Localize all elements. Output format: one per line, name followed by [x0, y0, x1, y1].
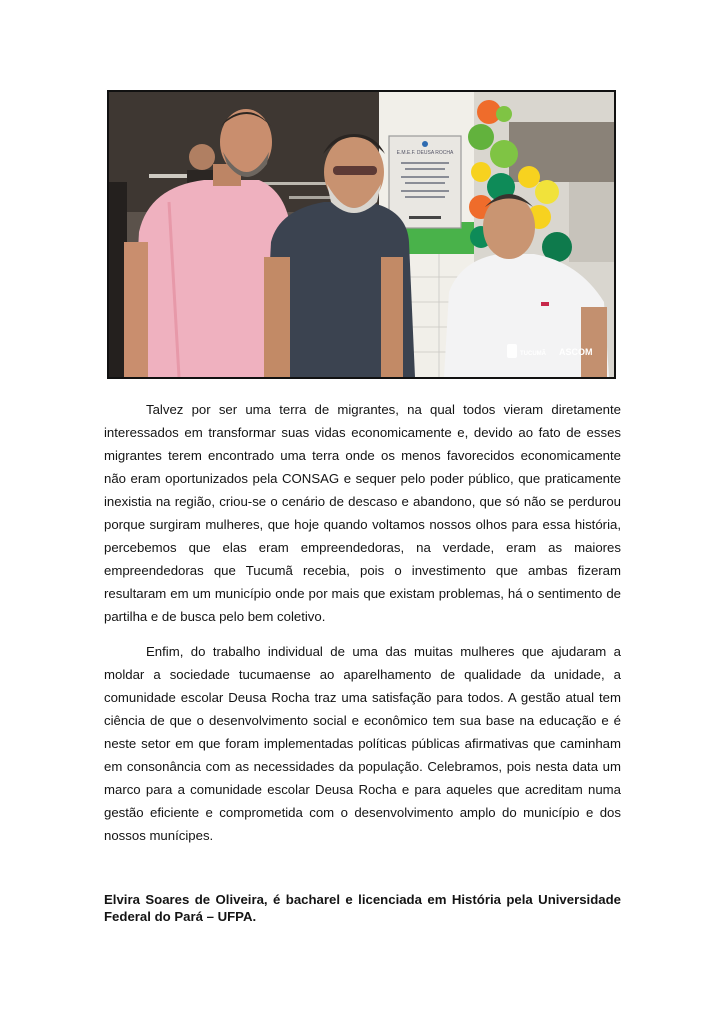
- article-paragraph-1-container: [104, 398, 621, 628]
- article-paragraph-2: Enfim, do trabalho individual de uma das muitas mulheres que ajudaram a moldar a sociedade tucumaense ao aparelhamento de qualidade da unidade, a comunidade escolar Deusa Rocha traz uma satisfação para todos. A gestão atual tem ciência de que o desenvolvimento social e econômico tem sua base na educação e é neste setor em que foram implementadas políticas públicas afirmativas que caminham em consonância com as necessidades da população. Celebramos, pois nesta data um marco para a comunidade escolar Deusa Rocha e para aqueles que acreditam numa gestão eficiente e comprometida com o desenvolvimento amplo do município e dos nossos munícipes.: [104, 644, 621, 843]
- watermark-credit: ASCOM: [559, 347, 593, 357]
- event-photo-illustration: [109, 92, 614, 377]
- article-paragraph-2-container: [104, 640, 621, 847]
- event-photo: [107, 90, 616, 379]
- plaque: [389, 136, 461, 228]
- watermark-logo: TUCUMÃ: [520, 351, 546, 357]
- plaque-title: E.M.E.F. DEUSA ROCHA: [396, 150, 454, 156]
- author-bio: Elvira Soares de Oliveira, é bacharel e licenciada em História pela Universidade Federal do Pará – UFPA.: [104, 892, 621, 924]
- article-paragraph-1: Talvez por ser uma terra de migrantes, na qual todos vieram diretamente interessados em transformar suas vidas economicamente e, devido ao fato de esses migrantes terem encontrado uma terra onde os menos favorecidos economicamente não eram oportunizados pela CONSAG e sequer pelo poder público, que praticamente inexistia na região, criou-se o cenário de descaso e abandono, que só não se perdurou porque surgiram mulheres, que hoje quando voltamos nossos olhos para essa história, percebemos que elas eram empreendedoras, na verdade, eram as maiores empreendedoras que Tucumã recebia, pois o investimento que ambas fizeram resultaram em um município onde por mais que existam problemas, há o sentimento de partilha e de busca pelo bem coletivo.: [104, 402, 621, 624]
